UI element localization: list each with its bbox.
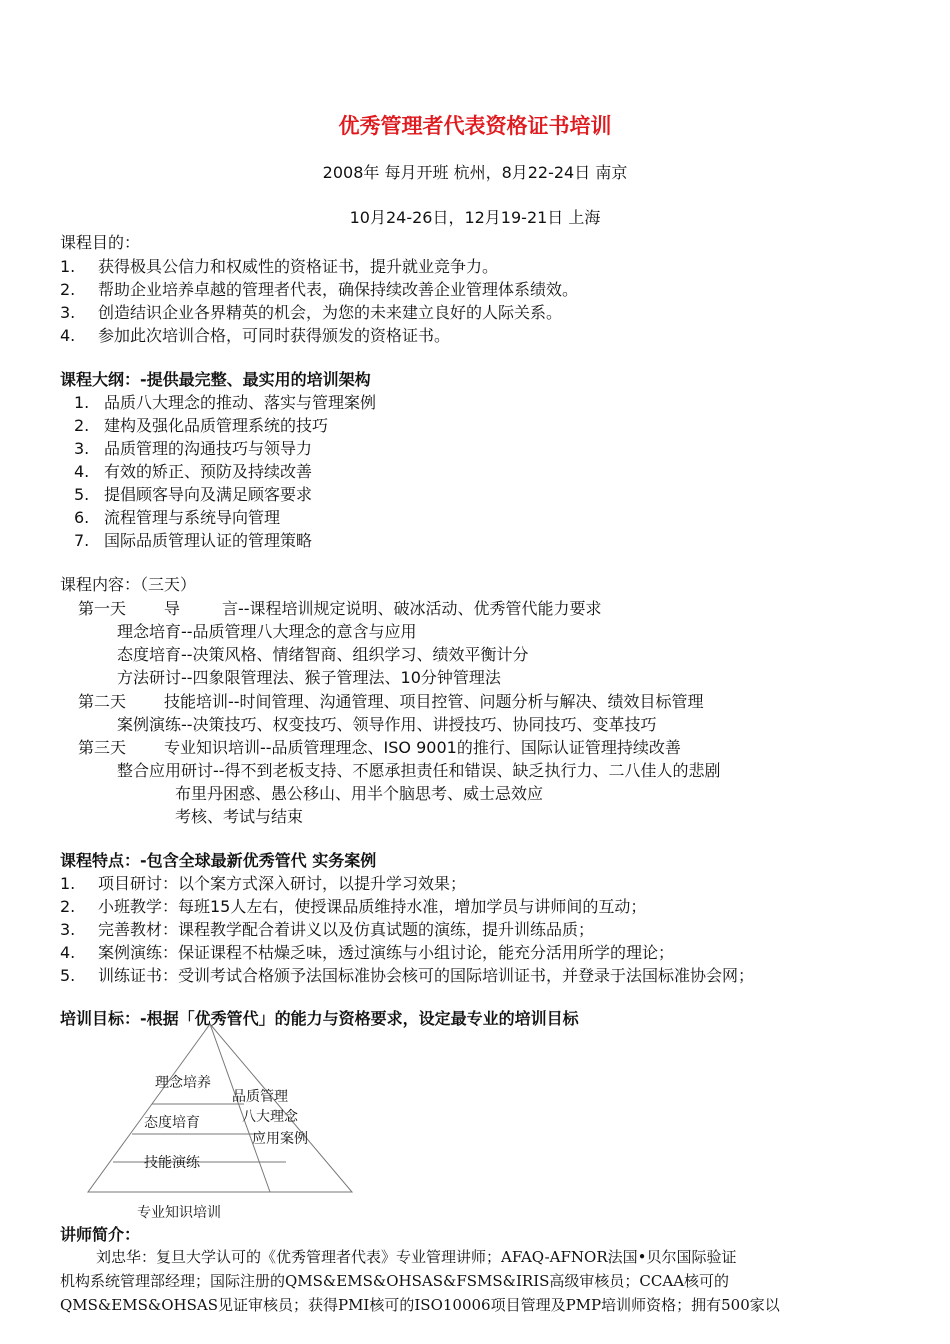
list-item: 2. 小班教学：每班15人左右，使授课品质维持水准，增加学员与讲师间的互动； xyxy=(60,897,647,916)
day1-label: 第一天 xyxy=(78,599,127,618)
list-item: 3. 品质管理的沟通技巧与领导力 xyxy=(74,439,313,458)
day3-label: 第三天 xyxy=(78,738,127,757)
list-item: 2. 建构及强化品质管理系统的技巧 xyxy=(74,416,329,435)
pyramid-graphic xyxy=(60,1022,380,1222)
objectives-heading: 课程目的： xyxy=(60,233,141,252)
list-item: 4. 案例演练：保证课程不枯燥乏味，透过演练与小组讨论，能充分活用所学的理论； xyxy=(60,943,675,962)
day2-line-1: 技能培训--时间管理、沟通管理、项目控管、问题分析与解决、绩效目标管理 xyxy=(164,692,704,711)
day1-intro-a: 导 xyxy=(164,599,181,618)
list-item: 7. 国际品质管理认证的管理策略 xyxy=(74,531,313,550)
day3-line-1: 专业知识培训--品质管理理念、ISO 9001的推行、国际认证管理持续改善 xyxy=(164,738,681,757)
list-item: 1. 获得极具公信力和权威性的资格证书，提升就业竞争力。 xyxy=(60,257,499,276)
list-item: 1. 项目研讨：以个案方式深入研讨，以提升学习效果； xyxy=(60,874,467,893)
list-item: 3. 完善教材：课程教学配合着讲义以及仿真试题的演练，提升训练品质； xyxy=(60,920,595,939)
day3-line-3: 布里丹困惑、愚公移山、用半个脑思考、威士忌效应 xyxy=(175,784,544,803)
features-heading: 课程特点：-包含全球最新优秀管代 实务案例 xyxy=(60,851,377,870)
pyramid-layer-4: 专业知识培训 xyxy=(137,1205,221,1221)
list-item: 4. 参加此次培训合格，可同时获得颁发的资格证书。 xyxy=(60,326,451,345)
day1-line-3: 态度培育--决策风格、情绪智商、组织学习、绩效平衡计分 xyxy=(117,645,529,664)
list-item: 4. 有效的矫正、预防及持续改善 xyxy=(74,462,313,481)
pyramid-side-1: 品质管理 xyxy=(232,1089,288,1105)
instructor-line-1: 刘忠华：复旦大学认可的《优秀管理者代表》专业管理讲师；AFAQ-AFNOR法国•贝尔国际验证 xyxy=(96,1248,737,1266)
list-item: 3. 创造结识企业各界精英的机会，为您的未来建立良好的人际关系。 xyxy=(60,303,563,322)
page-title: 优秀管理者代表资格证书培训 xyxy=(338,114,612,138)
content-heading: 课程内容：（三天） xyxy=(60,575,197,594)
day3-line-2: 整合应用研讨--得不到老板支持、不愿承担责任和错误、缺乏执行力、二八佳人的悲剧 xyxy=(117,761,721,780)
schedule-line-1: 2008年 每月开班 杭州，8月22-24日 南京 xyxy=(322,163,628,182)
training-pyramid xyxy=(60,1022,380,1222)
day3-line-4: 考核、考试与结束 xyxy=(175,807,304,826)
pyramid-side-3: 应用案例 xyxy=(252,1131,308,1147)
list-item: 2. 帮助企业培养卓越的管理者代表，确保持续改善企业管理体系绩效。 xyxy=(60,280,579,299)
instructor-line-2: 机构系统管理部经理；国际注册的QMS&EMS&OHSAS&FSMS&IRIS高级审核员；CCAA核可的 xyxy=(60,1272,730,1290)
day1-intro-b: 言--课程培训规定说明、破冰活动、优秀管代能力要求 xyxy=(222,599,602,618)
instructor-line-3: QMS&EMS&OHSAS见证审核员；获得PMI核可的ISO10006项目管理及PMP培训师资格；拥有500家以 xyxy=(60,1296,780,1314)
pyramid-layer-1: 理念培养 xyxy=(155,1075,211,1091)
list-item: 5. 提倡顾客导向及满足顾客要求 xyxy=(74,485,313,504)
pyramid-side-2: 八大理念 xyxy=(242,1109,298,1125)
day1-line-4: 方法研讨--四象限管理法、猴子管理法、10分钟管理法 xyxy=(117,668,501,687)
list-item: 1. 品质八大理念的推动、落实与管理案例 xyxy=(74,393,377,412)
instructor-heading: 讲师简介： xyxy=(60,1225,141,1244)
goal-heading: 培训目标：-根据「优秀管代」的能力与资格要求，设定最专业的培训目标 xyxy=(60,1009,579,1028)
pyramid-layer-2: 态度培育 xyxy=(144,1115,200,1131)
list-item: 6. 流程管理与系统导向管理 xyxy=(74,508,281,527)
outline-heading: 课程大纲：-提供最完整、最实用的培训架构 xyxy=(60,370,371,389)
pyramid-layer-3: 技能演练 xyxy=(144,1155,200,1171)
pyramid-outline xyxy=(88,1024,352,1192)
day2-line-2: 案例演练--决策技巧、权变技巧、领导作用、讲授技巧、协同技巧、变革技巧 xyxy=(117,715,657,734)
day1-line-2: 理念培育--品质管理八大理念的意含与应用 xyxy=(117,622,417,641)
list-item: 5. 训练证书：受训考试合格颁予法国标准协会核可的国际培训证书，并登录于法国标准协会网； xyxy=(60,966,755,985)
schedule-line-2: 10月24-26日，12月19-21日 上海 xyxy=(349,208,601,227)
day2-label: 第二天 xyxy=(78,692,127,711)
